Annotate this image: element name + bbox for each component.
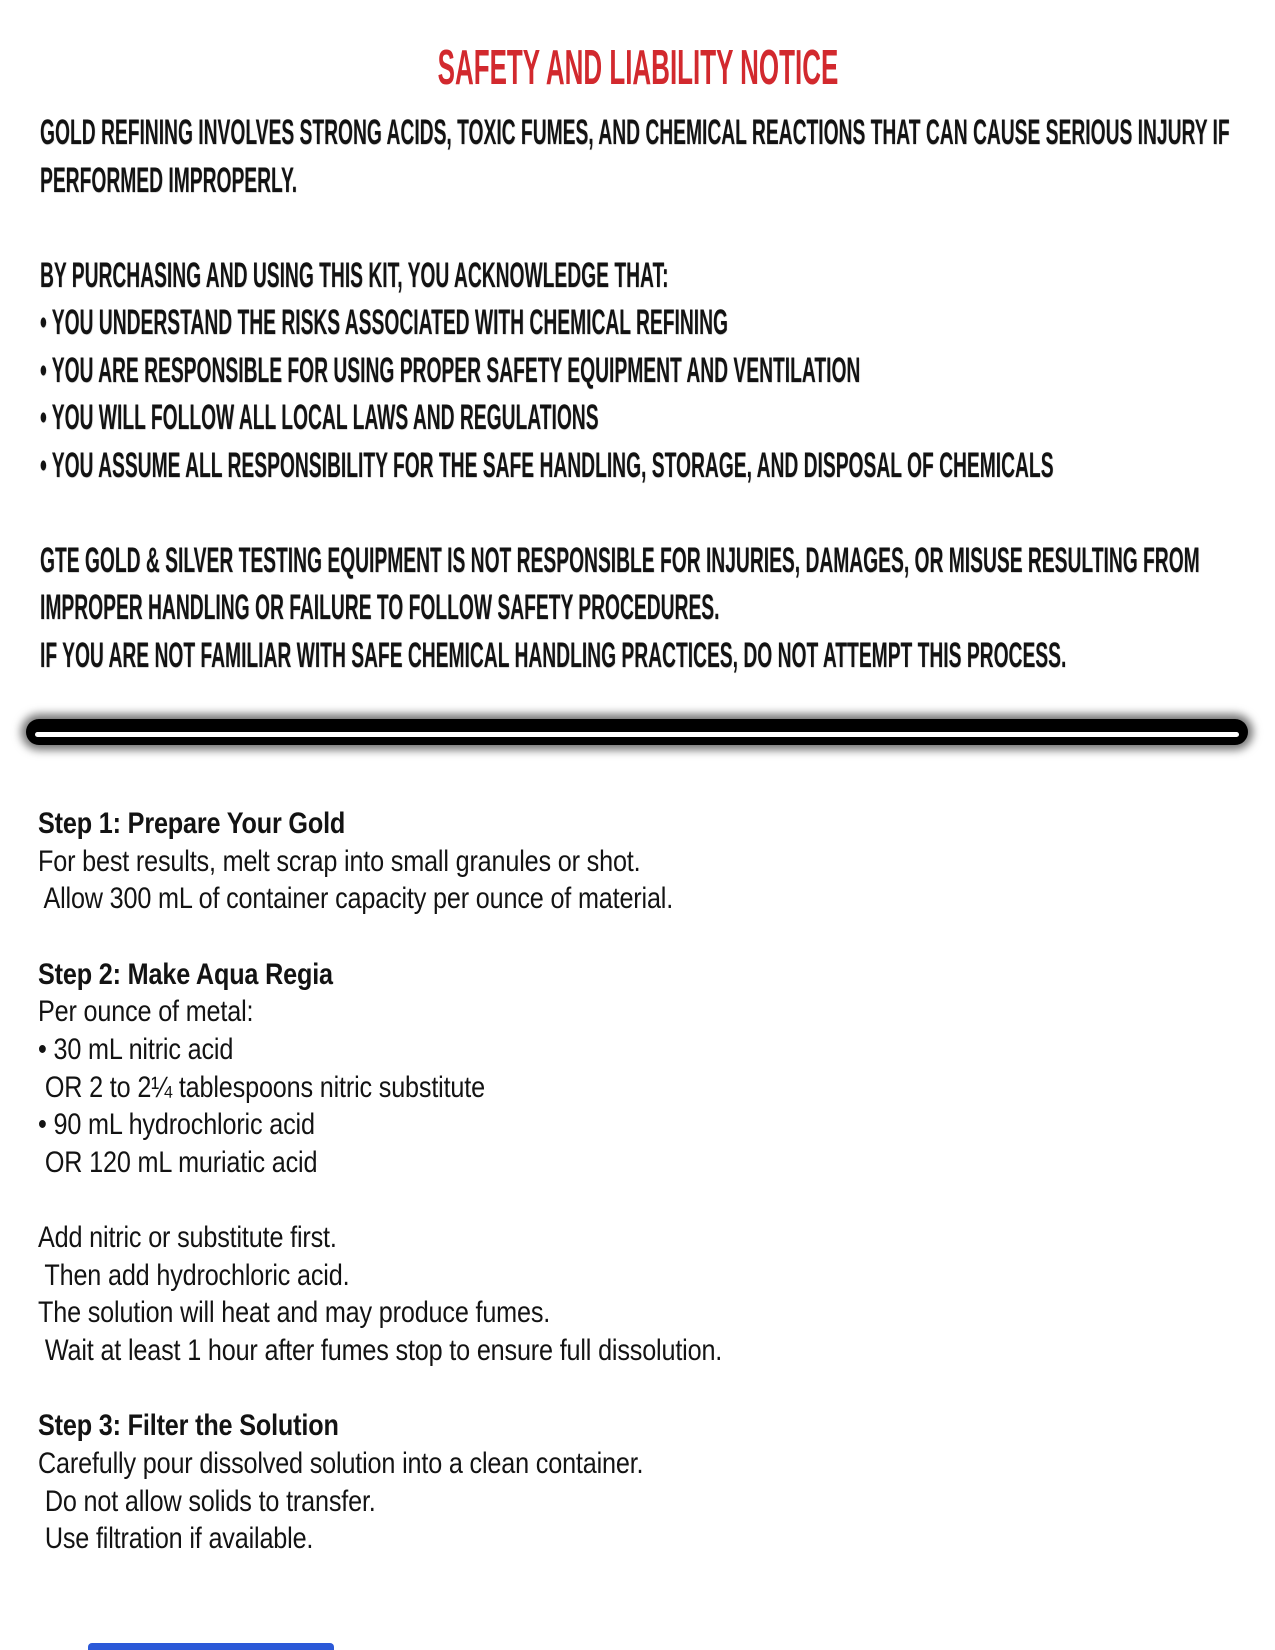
step-2-line: • 90 mL hydrochloric acid bbox=[38, 1108, 315, 1142]
step-3-heading: Step 3: Filter the Solution bbox=[38, 1409, 339, 1443]
step-2-line: • 30 mL nitric acid bbox=[38, 1032, 234, 1066]
divider-highlight-line bbox=[35, 732, 1239, 737]
step-1-heading: Step 1: Prepare Your Gold bbox=[38, 807, 346, 840]
step-2-heading: Step 2: Make Aqua Regia bbox=[38, 957, 333, 991]
step-2-block bbox=[38, 956, 1275, 1370]
page-bottom-blue-strip bbox=[88, 1643, 334, 1650]
step-3-block bbox=[38, 1407, 1275, 1557]
acknowledge-bullet: • YOU ARE RESPONSIBLE FOR USING PROPER SAFETY EQUIPMENT AND VENTILATION bbox=[40, 350, 861, 390]
step-2-line: Wait at least 1 hour after fumes stop to ensure full dissolution. bbox=[38, 1333, 723, 1367]
step-2-line: OR 2 to 2¼ tablespoons nitric substitute bbox=[38, 1070, 485, 1104]
step-1-block bbox=[38, 805, 1275, 918]
step-3-line: Carefully pour dissolved solution into a clean container. bbox=[38, 1446, 644, 1480]
step-2-line: The solution will heat and may produce fumes. bbox=[38, 1296, 551, 1330]
step-2-line: Then add hydrochloric acid. bbox=[38, 1258, 350, 1292]
notice-intro-line: GOLD REFINING INVOLVES STRONG ACIDS, TOXIC FUMES, AND CHEMICAL REACTIONS THAT CAN CAUSE SERIOUS INJURY IF bbox=[40, 113, 1230, 152]
step-2-line: Per ounce of metal: bbox=[38, 995, 254, 1029]
section-divider bbox=[26, 719, 1248, 745]
step-2-line: OR 120 mL muriatic acid bbox=[38, 1145, 318, 1179]
disclaimer-line: IF YOU ARE NOT FAMILIAR WITH SAFE CHEMICAL HANDLING PRACTICES, DO NOT ATTEMPT THIS PROCESS. bbox=[40, 635, 1067, 675]
disclaimer-line: IMPROPER HANDLING OR FAILURE TO FOLLOW SAFETY PROCEDURES. bbox=[40, 588, 720, 627]
acknowledge-bullet: • YOU WILL FOLLOW ALL LOCAL LAWS AND REGULATIONS bbox=[40, 398, 599, 437]
notice-title: SAFETY AND LIABILITY NOTICE bbox=[437, 41, 838, 95]
notice-title-row bbox=[0, 0, 1275, 93]
acknowledge-heading: BY PURCHASING AND USING THIS KIT, YOU ACKNOWLEDGE THAT: bbox=[40, 255, 669, 295]
step-1-line: For best results, melt scrap into small granules or shot. bbox=[38, 844, 641, 878]
step-3-line: Use filtration if available. bbox=[38, 1522, 314, 1556]
notice-intro-line: PERFORMED IMPROPERLY. bbox=[40, 160, 298, 200]
acknowledge-bullet: • YOU ASSUME ALL RESPONSIBILITY FOR THE SAFE HANDLING, STORAGE, AND DISPOSAL OF CHEMICALS bbox=[40, 445, 1054, 485]
safety-notice-section bbox=[40, 109, 1275, 679]
step-2-line: Add nitric or substitute first. bbox=[38, 1220, 337, 1254]
disclaimer-line: GTE GOLD & SILVER TESTING EQUIPMENT IS NOT RESPONSIBLE FOR INJURIES, DAMAGES, OR MISUSE RESULTING FROM bbox=[40, 540, 1200, 580]
instructions-section bbox=[38, 805, 1275, 1558]
step-3-line: Do not allow solids to transfer. bbox=[38, 1484, 376, 1518]
acknowledge-bullet: • YOU UNDERSTAND THE RISKS ASSOCIATED WITH CHEMICAL REFINING bbox=[40, 303, 729, 342]
step-1-line: Allow 300 mL of container capacity per ounce of material. bbox=[38, 882, 674, 916]
